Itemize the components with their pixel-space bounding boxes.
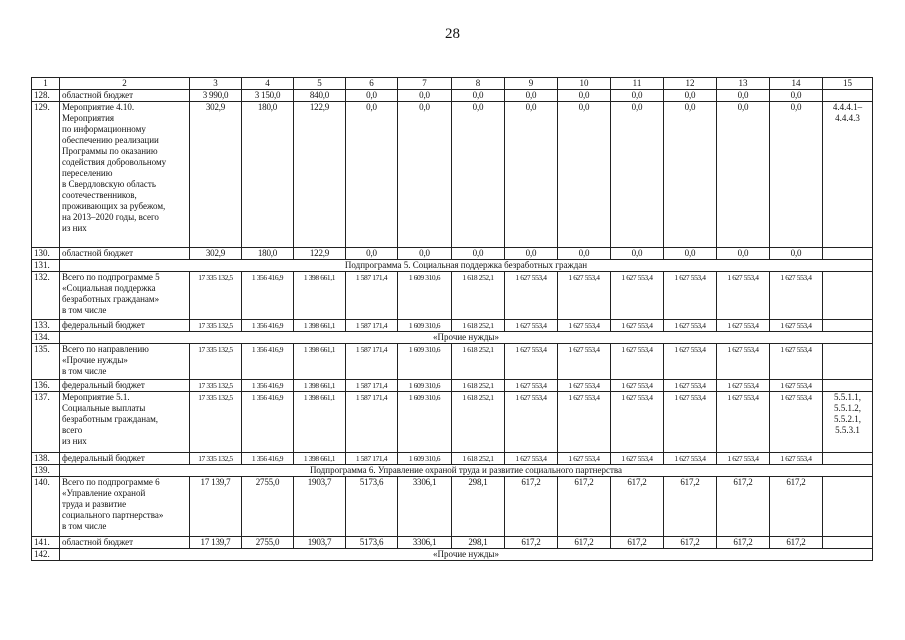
budget-table	[31, 77, 873, 561]
value-cell: 1 398 661,1	[294, 453, 346, 465]
value-cell: 298,1	[452, 477, 505, 537]
value-cell: 302,9	[190, 248, 242, 260]
value-cell: 1 356 416,9	[242, 272, 294, 320]
value-cell: 1 627 553,4	[770, 380, 823, 392]
value-cell: 1 587 171,4	[346, 392, 398, 453]
value-cell: 1 609 310,6	[398, 320, 452, 332]
target-code	[823, 320, 873, 332]
row-number: 133.	[32, 320, 60, 332]
value-cell: 3 150,0	[242, 90, 294, 102]
value-cell: 1903,7	[294, 537, 346, 549]
row-description: федеральный бюджет	[60, 320, 190, 332]
value-cell: 1 627 553,4	[558, 453, 611, 465]
column-header: 2	[60, 78, 190, 90]
value-cell: 5173,6	[346, 537, 398, 549]
row-number: 137.	[32, 392, 60, 453]
value-cell: 1 627 553,4	[558, 272, 611, 320]
value-cell: 1 627 553,4	[717, 392, 770, 453]
target-code	[823, 272, 873, 320]
value-cell: 1 627 553,4	[558, 320, 611, 332]
value-cell: 1 356 416,9	[242, 453, 294, 465]
column-header: 13	[717, 78, 770, 90]
table-row	[32, 537, 873, 549]
column-header: 4	[242, 78, 294, 90]
value-cell: 617,2	[717, 477, 770, 537]
value-cell: 0,0	[664, 102, 717, 248]
value-cell: 0,0	[558, 102, 611, 248]
row-description: областной бюджет	[60, 248, 190, 260]
row-description: Всего по подпрограмме 5 «Социальная поддержка безработных гражданам» в том числе	[60, 272, 190, 320]
value-cell: 180,0	[242, 102, 294, 248]
value-cell: 0,0	[398, 248, 452, 260]
value-cell: 617,2	[505, 537, 558, 549]
value-cell: 1 627 553,4	[558, 392, 611, 453]
value-cell: 17 335 132,5	[190, 272, 242, 320]
value-cell: 1 398 661,1	[294, 320, 346, 332]
column-header: 6	[346, 78, 398, 90]
row-number: 134.	[32, 332, 60, 344]
value-cell: 1 587 171,4	[346, 320, 398, 332]
row-description: федеральный бюджет	[60, 453, 190, 465]
section-title: «Прочие нужды»	[60, 549, 873, 561]
value-cell: 0,0	[505, 248, 558, 260]
value-cell: 617,2	[505, 477, 558, 537]
value-cell: 17 335 132,5	[190, 344, 242, 380]
section-title: Подпрограмма 6. Управление охраной труда и развитие социального партнерства	[60, 465, 873, 477]
column-header: 3	[190, 78, 242, 90]
table-row	[32, 90, 873, 102]
value-cell: 1 627 553,4	[611, 380, 664, 392]
value-cell: 17 139,7	[190, 537, 242, 549]
section-row	[32, 332, 873, 344]
value-cell: 0,0	[770, 90, 823, 102]
value-cell: 2755,0	[242, 537, 294, 549]
table-row	[32, 248, 873, 260]
value-cell: 1 627 553,4	[664, 272, 717, 320]
value-cell: 17 335 132,5	[190, 320, 242, 332]
value-cell: 0,0	[664, 248, 717, 260]
row-description: областной бюджет	[60, 537, 190, 549]
value-cell: 1 618 252,1	[452, 320, 505, 332]
value-cell: 0,0	[505, 90, 558, 102]
column-header: 9	[505, 78, 558, 90]
value-cell: 1 627 553,4	[717, 344, 770, 380]
value-cell: 1 587 171,4	[346, 272, 398, 320]
value-cell: 617,2	[664, 537, 717, 549]
target-code: 4.4.4.1– 4.4.4.3	[823, 102, 873, 248]
row-description: Всего по направлению «Прочие нужды» в том числе	[60, 344, 190, 380]
value-cell: 1903,7	[294, 477, 346, 537]
value-cell: 1 398 661,1	[294, 344, 346, 380]
value-cell: 0,0	[717, 248, 770, 260]
row-description: Всего по подпрограмме 6 «Управление охраной труда и развитие социального партнерства» в том числе	[60, 477, 190, 537]
value-cell: 1 627 553,4	[664, 320, 717, 332]
value-cell: 617,2	[770, 477, 823, 537]
row-number: 128.	[32, 90, 60, 102]
row-number: 129.	[32, 102, 60, 248]
target-code	[823, 90, 873, 102]
value-cell: 1 627 553,4	[505, 392, 558, 453]
value-cell: 1 627 553,4	[611, 392, 664, 453]
value-cell: 617,2	[611, 477, 664, 537]
value-cell: 1 627 553,4	[664, 344, 717, 380]
row-number: 136.	[32, 380, 60, 392]
value-cell: 1 627 553,4	[611, 320, 664, 332]
value-cell: 1 627 553,4	[611, 453, 664, 465]
value-cell: 1 627 553,4	[717, 272, 770, 320]
value-cell: 17 139,7	[190, 477, 242, 537]
value-cell: 1 398 661,1	[294, 272, 346, 320]
section-title: Подпрограмма 5. Социальная поддержка безработных граждан	[60, 260, 873, 272]
section-title: «Прочие нужды»	[60, 332, 873, 344]
table-row	[32, 272, 873, 320]
value-cell: 840,0	[294, 90, 346, 102]
value-cell: 0,0	[452, 248, 505, 260]
value-cell: 298,1	[452, 537, 505, 549]
value-cell: 1 587 171,4	[346, 344, 398, 380]
row-number: 131.	[32, 260, 60, 272]
value-cell: 0,0	[398, 90, 452, 102]
column-header: 7	[398, 78, 452, 90]
section-row	[32, 465, 873, 477]
header-row	[32, 78, 873, 90]
value-cell: 0,0	[452, 102, 505, 248]
value-cell: 1 356 416,9	[242, 392, 294, 453]
row-number: 141.	[32, 537, 60, 549]
value-cell: 5173,6	[346, 477, 398, 537]
value-cell: 617,2	[611, 537, 664, 549]
value-cell: 180,0	[242, 248, 294, 260]
value-cell: 0,0	[452, 90, 505, 102]
value-cell: 1 627 553,4	[664, 380, 717, 392]
row-number: 138.	[32, 453, 60, 465]
row-number: 130.	[32, 248, 60, 260]
column-header: 15	[823, 78, 873, 90]
value-cell: 0,0	[346, 90, 398, 102]
column-header: 14	[770, 78, 823, 90]
value-cell: 617,2	[664, 477, 717, 537]
value-cell: 1 627 553,4	[770, 392, 823, 453]
column-header: 12	[664, 78, 717, 90]
value-cell: 1 618 252,1	[452, 344, 505, 380]
value-cell: 1 609 310,6	[398, 380, 452, 392]
value-cell: 0,0	[558, 248, 611, 260]
value-cell: 1 609 310,6	[398, 272, 452, 320]
value-cell: 0,0	[398, 102, 452, 248]
value-cell: 1 618 252,1	[452, 272, 505, 320]
value-cell: 1 627 553,4	[664, 392, 717, 453]
table-row	[32, 344, 873, 380]
page-number: 28	[445, 26, 460, 42]
value-cell: 122,9	[294, 102, 346, 248]
value-cell: 1 618 252,1	[452, 392, 505, 453]
value-cell: 3306,1	[398, 537, 452, 549]
column-header: 10	[558, 78, 611, 90]
value-cell: 0,0	[717, 102, 770, 248]
value-cell: 1 609 310,6	[398, 344, 452, 380]
column-header: 5	[294, 78, 346, 90]
value-cell: 1 627 553,4	[664, 453, 717, 465]
target-code	[823, 453, 873, 465]
row-number: 132.	[32, 272, 60, 320]
value-cell: 1 609 310,6	[398, 392, 452, 453]
value-cell: 0,0	[611, 102, 664, 248]
value-cell: 1 618 252,1	[452, 380, 505, 392]
column-header: 8	[452, 78, 505, 90]
value-cell: 1 609 310,6	[398, 453, 452, 465]
target-code: 5.5.1.1, 5.5.1.2, 5.5.2.1, 5.5.3.1	[823, 392, 873, 453]
value-cell: 3306,1	[398, 477, 452, 537]
value-cell: 2755,0	[242, 477, 294, 537]
value-cell: 302,9	[190, 102, 242, 248]
value-cell: 1 627 553,4	[558, 380, 611, 392]
value-cell: 0,0	[717, 90, 770, 102]
value-cell: 0,0	[770, 248, 823, 260]
value-cell: 0,0	[611, 90, 664, 102]
value-cell: 1 618 252,1	[452, 453, 505, 465]
value-cell: 1 356 416,9	[242, 344, 294, 380]
value-cell: 1 627 553,4	[558, 344, 611, 380]
column-header: 1	[32, 78, 60, 90]
value-cell: 1 627 553,4	[505, 320, 558, 332]
value-cell: 1 627 553,4	[717, 320, 770, 332]
value-cell: 1 627 553,4	[770, 453, 823, 465]
value-cell: 1 587 171,4	[346, 453, 398, 465]
value-cell: 617,2	[558, 537, 611, 549]
value-cell: 617,2	[717, 537, 770, 549]
value-cell: 1 587 171,4	[346, 380, 398, 392]
column-header: 11	[611, 78, 664, 90]
value-cell: 1 627 553,4	[611, 344, 664, 380]
value-cell: 17 335 132,5	[190, 453, 242, 465]
value-cell: 1 627 553,4	[717, 380, 770, 392]
row-description: федеральный бюджет	[60, 380, 190, 392]
value-cell: 1 356 416,9	[242, 380, 294, 392]
target-code	[823, 344, 873, 380]
value-cell: 1 627 553,4	[505, 344, 558, 380]
row-description: Мероприятие 4.10. Мероприятия по информационному обеспечению реализации Программы по оказанию содействия добровольному переселению в Свердловскую область соотечественников, проживающих за рубежом, на 2013–2020 годы, всего из них	[60, 102, 190, 248]
row-number: 140.	[32, 477, 60, 537]
row-description: Мероприятие 5.1. Социальные выплаты безработным гражданам, всего из них	[60, 392, 190, 453]
value-cell: 17 335 132,5	[190, 392, 242, 453]
section-row	[32, 260, 873, 272]
row-description: областной бюджет	[60, 90, 190, 102]
value-cell: 0,0	[505, 102, 558, 248]
value-cell: 1 627 553,4	[770, 320, 823, 332]
value-cell: 1 398 661,1	[294, 380, 346, 392]
value-cell: 0,0	[558, 90, 611, 102]
value-cell: 617,2	[558, 477, 611, 537]
value-cell: 3 990,0	[190, 90, 242, 102]
value-cell: 1 627 553,4	[611, 272, 664, 320]
value-cell: 1 627 553,4	[505, 453, 558, 465]
value-cell: 1 356 416,9	[242, 320, 294, 332]
value-cell: 0,0	[346, 102, 398, 248]
row-number: 135.	[32, 344, 60, 380]
target-code	[823, 380, 873, 392]
value-cell: 0,0	[346, 248, 398, 260]
value-cell: 1 627 553,4	[505, 380, 558, 392]
section-row	[32, 549, 873, 561]
table-row	[32, 380, 873, 392]
value-cell: 0,0	[664, 90, 717, 102]
value-cell: 122,9	[294, 248, 346, 260]
target-code	[823, 477, 873, 537]
table-row	[32, 102, 873, 248]
value-cell: 1 627 553,4	[770, 272, 823, 320]
row-number: 142.	[32, 549, 60, 561]
table-row	[32, 477, 873, 537]
value-cell: 1 627 553,4	[505, 272, 558, 320]
value-cell: 17 335 132,5	[190, 380, 242, 392]
table-row	[32, 392, 873, 453]
table-row	[32, 320, 873, 332]
row-number: 139.	[32, 465, 60, 477]
value-cell: 0,0	[770, 102, 823, 248]
value-cell: 1 627 553,4	[770, 344, 823, 380]
table-row	[32, 453, 873, 465]
value-cell: 0,0	[611, 248, 664, 260]
target-code	[823, 248, 873, 260]
target-code	[823, 537, 873, 549]
value-cell: 1 627 553,4	[717, 453, 770, 465]
value-cell: 1 398 661,1	[294, 392, 346, 453]
value-cell: 617,2	[770, 537, 823, 549]
